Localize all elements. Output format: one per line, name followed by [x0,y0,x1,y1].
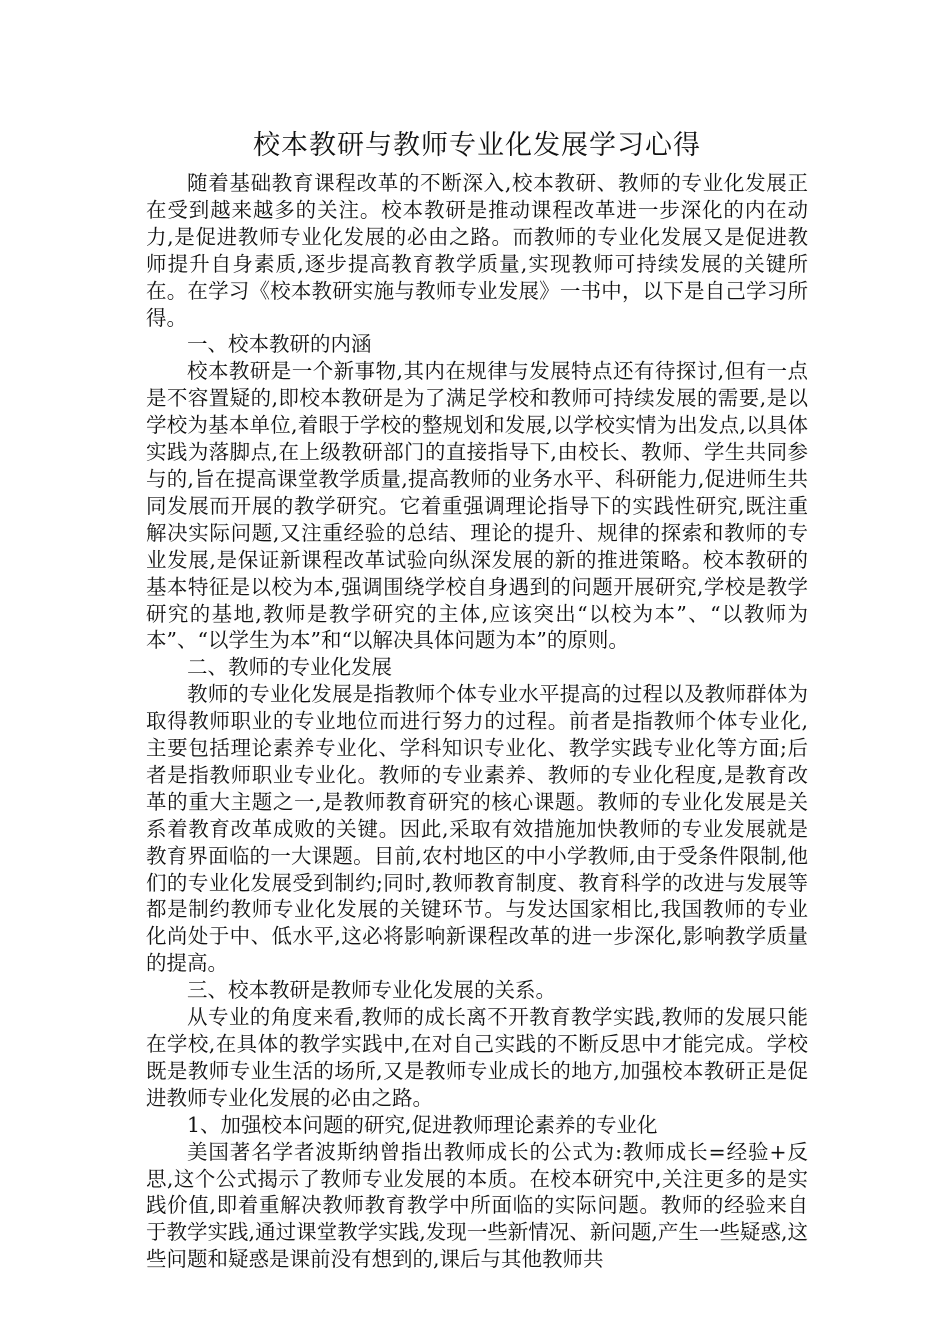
section-2-paragraph: 教师的专业化发展是指教师个体专业水平提高的过程以及教师群体为取得教师职业的专业地位而进行努力的过程。前者是指教师个体专业化,主要包括理论素养专业化、学科知识专业化、教学实践专业化等方面;后者是指教师职业专业化。教师的专业素养、教师的专业化程度,是教育改革的重大主题之一,是教师教育研究的核心课题。教师的专业化发展是关系着教育改革成败的关键。因此,采取有效措施加快教师的专业发展就是教育界面临的一大课题。目前,农村地区的中小学教师,由于受条件限制,他们的专业化发展受到制约;同时,教师教育制度、教育科学的改进与发展等都是制约教师专业化发展的关键环节。与发达国家相比,我国教师的专业化尚处于中、低水平,这必将影响新课程改革的进一步深化,影响教学质量的提高。 [146,682,808,976]
section-heading-2: 二、教师的专业化发展 [187,655,392,680]
document-title: 校本教研与教师专业化发展学习心得 [253,130,701,161]
document-page [146,126,808,1273]
subsection-heading-1: 1、加强校本问题的研究,促进教师理论素养的专业化 [187,1112,658,1137]
section-1-paragraph: 校本教研是一个新事物,其内在规律与发展特点还有待探讨,但有一点是不容置疑的,即校本教研是为了满足学校和教师可持续发展的需要,是以学校为基本单位,着眼于学校的整规划和发展,以学校实情为出发点,以具体实践为落脚点,在上级教研部门的直接指导下,由校长、教师、学生共同参与的,旨在提高课堂教学质量,提高教师的业务水平、科研能力,促进师生共同发展而开展的教学研究。它着重强调理论指导下的实践性研究,既注重解决实际问题,又注重经验的总结、理论的提升、规律的探索和教师的专业发展,是保证新课程改革试验向纵深发展的新的推进策略。校本教研的基本特征是以校为本,强调围绕学校自身遇到的问题开展研究,学校是教学研究的基地,教师是教学研究的主体,应该突出“以校为本”、“以教师为本”、“以学生为本”和“以解决具体问题为本”的原则。 [146,359,808,653]
subsection-1-paragraph: 美国著名学者波斯纳曾指出教师成长的公式为:教师成长=经验+反思,这个公式揭示了教师专业发展的本质。在校本研究中,关注更多的是实践价值,即着重解决教师教育教学中所面临的实际问题。教师的经验来自于教学实践,通过课堂教学实践,发现一些新情况、新问题,产生一些疑惑,这些问题和疑惑是课前没有想到的,课后与其他教师共 [146,1139,808,1272]
section-3-paragraph: 从专业的角度来看,教师的成长离不开教育教学实践,教师的发展只能在学校,在具体的教学实践中,在对自己实践的不断反思中才能完成。学校既是教师专业生活的场所,又是教师专业成长的地方,加强校本教研正是促进教师专业化发展的必由之路。 [146,1005,808,1110]
section-heading-1: 一、校本教研的内涵 [187,332,372,357]
section-heading-3: 三、校本教研是教师专业化发展的关系。 [187,978,556,1003]
intro-paragraph: 随着基础教育课程改革的不断深入,校本教研、教师的专业化发展正在受到越来越多的关注。校本教研是推动课程改革进一步深化的内在动力,是促进教师专业化发展的必由之路。而教师的专业化发展又是促进教师提升自身素质,逐步提高教育教学质量,实现教师可持续发展的关键所在。在学习《校本教研实施与教师专业发展》一书中，以下是自己学习所得。 [146,171,808,330]
